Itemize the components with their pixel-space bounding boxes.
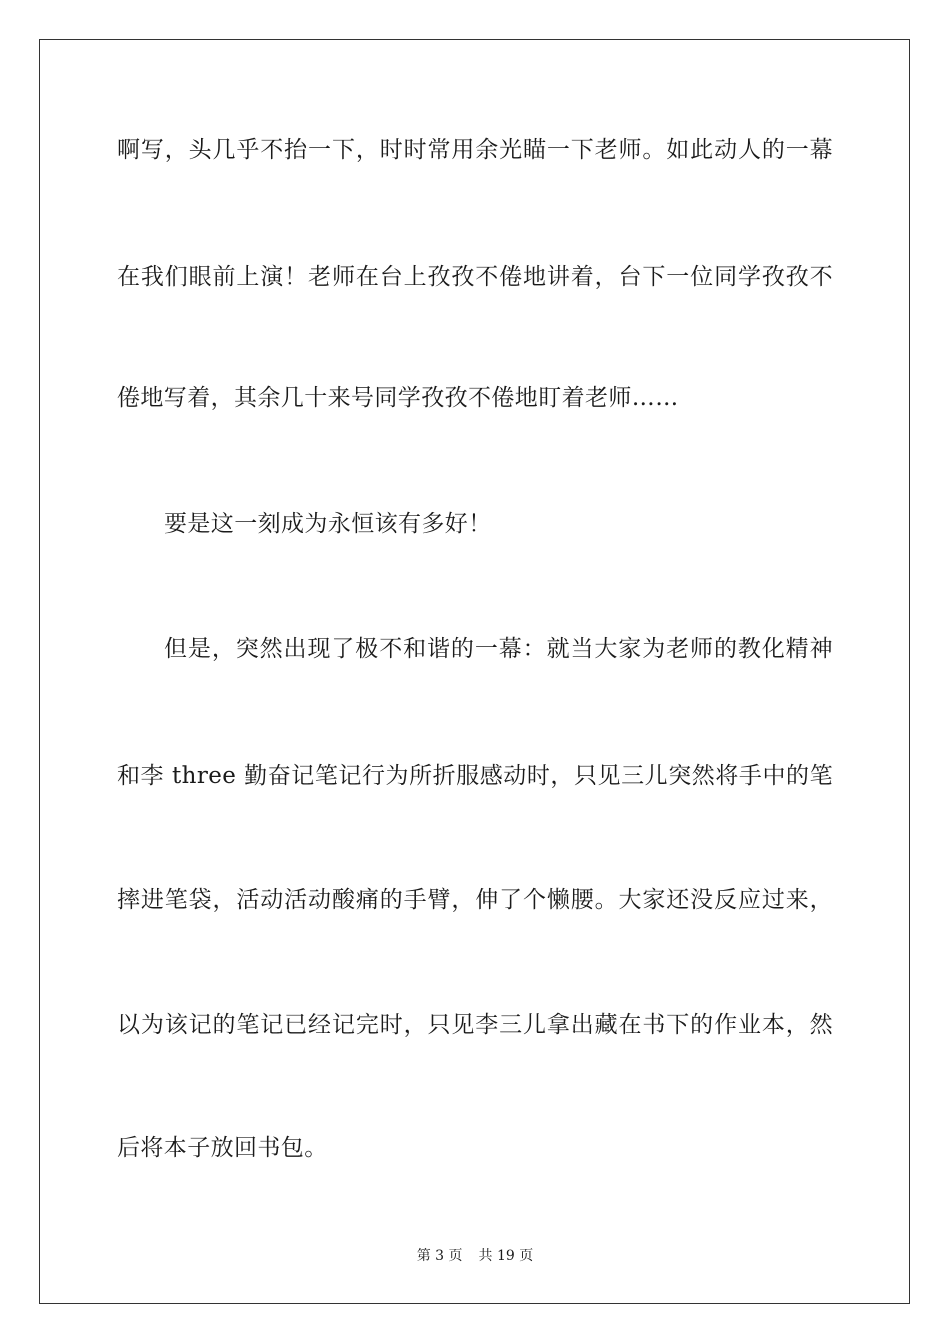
page-border — [39, 39, 910, 1304]
body-line-9: 后将本子放回书包。 — [117, 1135, 328, 1161]
body-line-8: 以为该记的笔记已经记完时，只见李三儿拿出藏在书下的作业本，然 — [117, 1012, 833, 1038]
body-line-6: 和李 three 勤奋记笔记行为所折服感动时，只见三儿突然将手中的笔 — [117, 763, 833, 789]
body-line-5: 但是，突然出现了极不和谐的一幕：就当大家为老师的教化精神 — [164, 636, 833, 662]
body-line-7: 摔进笔袋，活动活动酸痛的手臂，伸了个懒腰。大家还没反应过来， — [117, 887, 833, 913]
page-total: 共 19 页 — [478, 1248, 534, 1264]
page-number: 第 3 页 — [416, 1248, 463, 1264]
body-line-1: 啊写，头几乎不抬一下，时时常用余光瞄一下老师。如此动人的一幕 — [117, 137, 833, 163]
body-line-3: 倦地写着，其余几十来号同学孜孜不倦地盯着老师…… — [117, 385, 679, 411]
body-line-4: 要是这一刻成为永恒该有多好！ — [164, 511, 492, 537]
body-line-2: 在我们眼前上演！老师在台上孜孜不倦地讲着，台下一位同学孜孜不 — [117, 264, 833, 290]
page-footer — [0, 1246, 950, 1266]
